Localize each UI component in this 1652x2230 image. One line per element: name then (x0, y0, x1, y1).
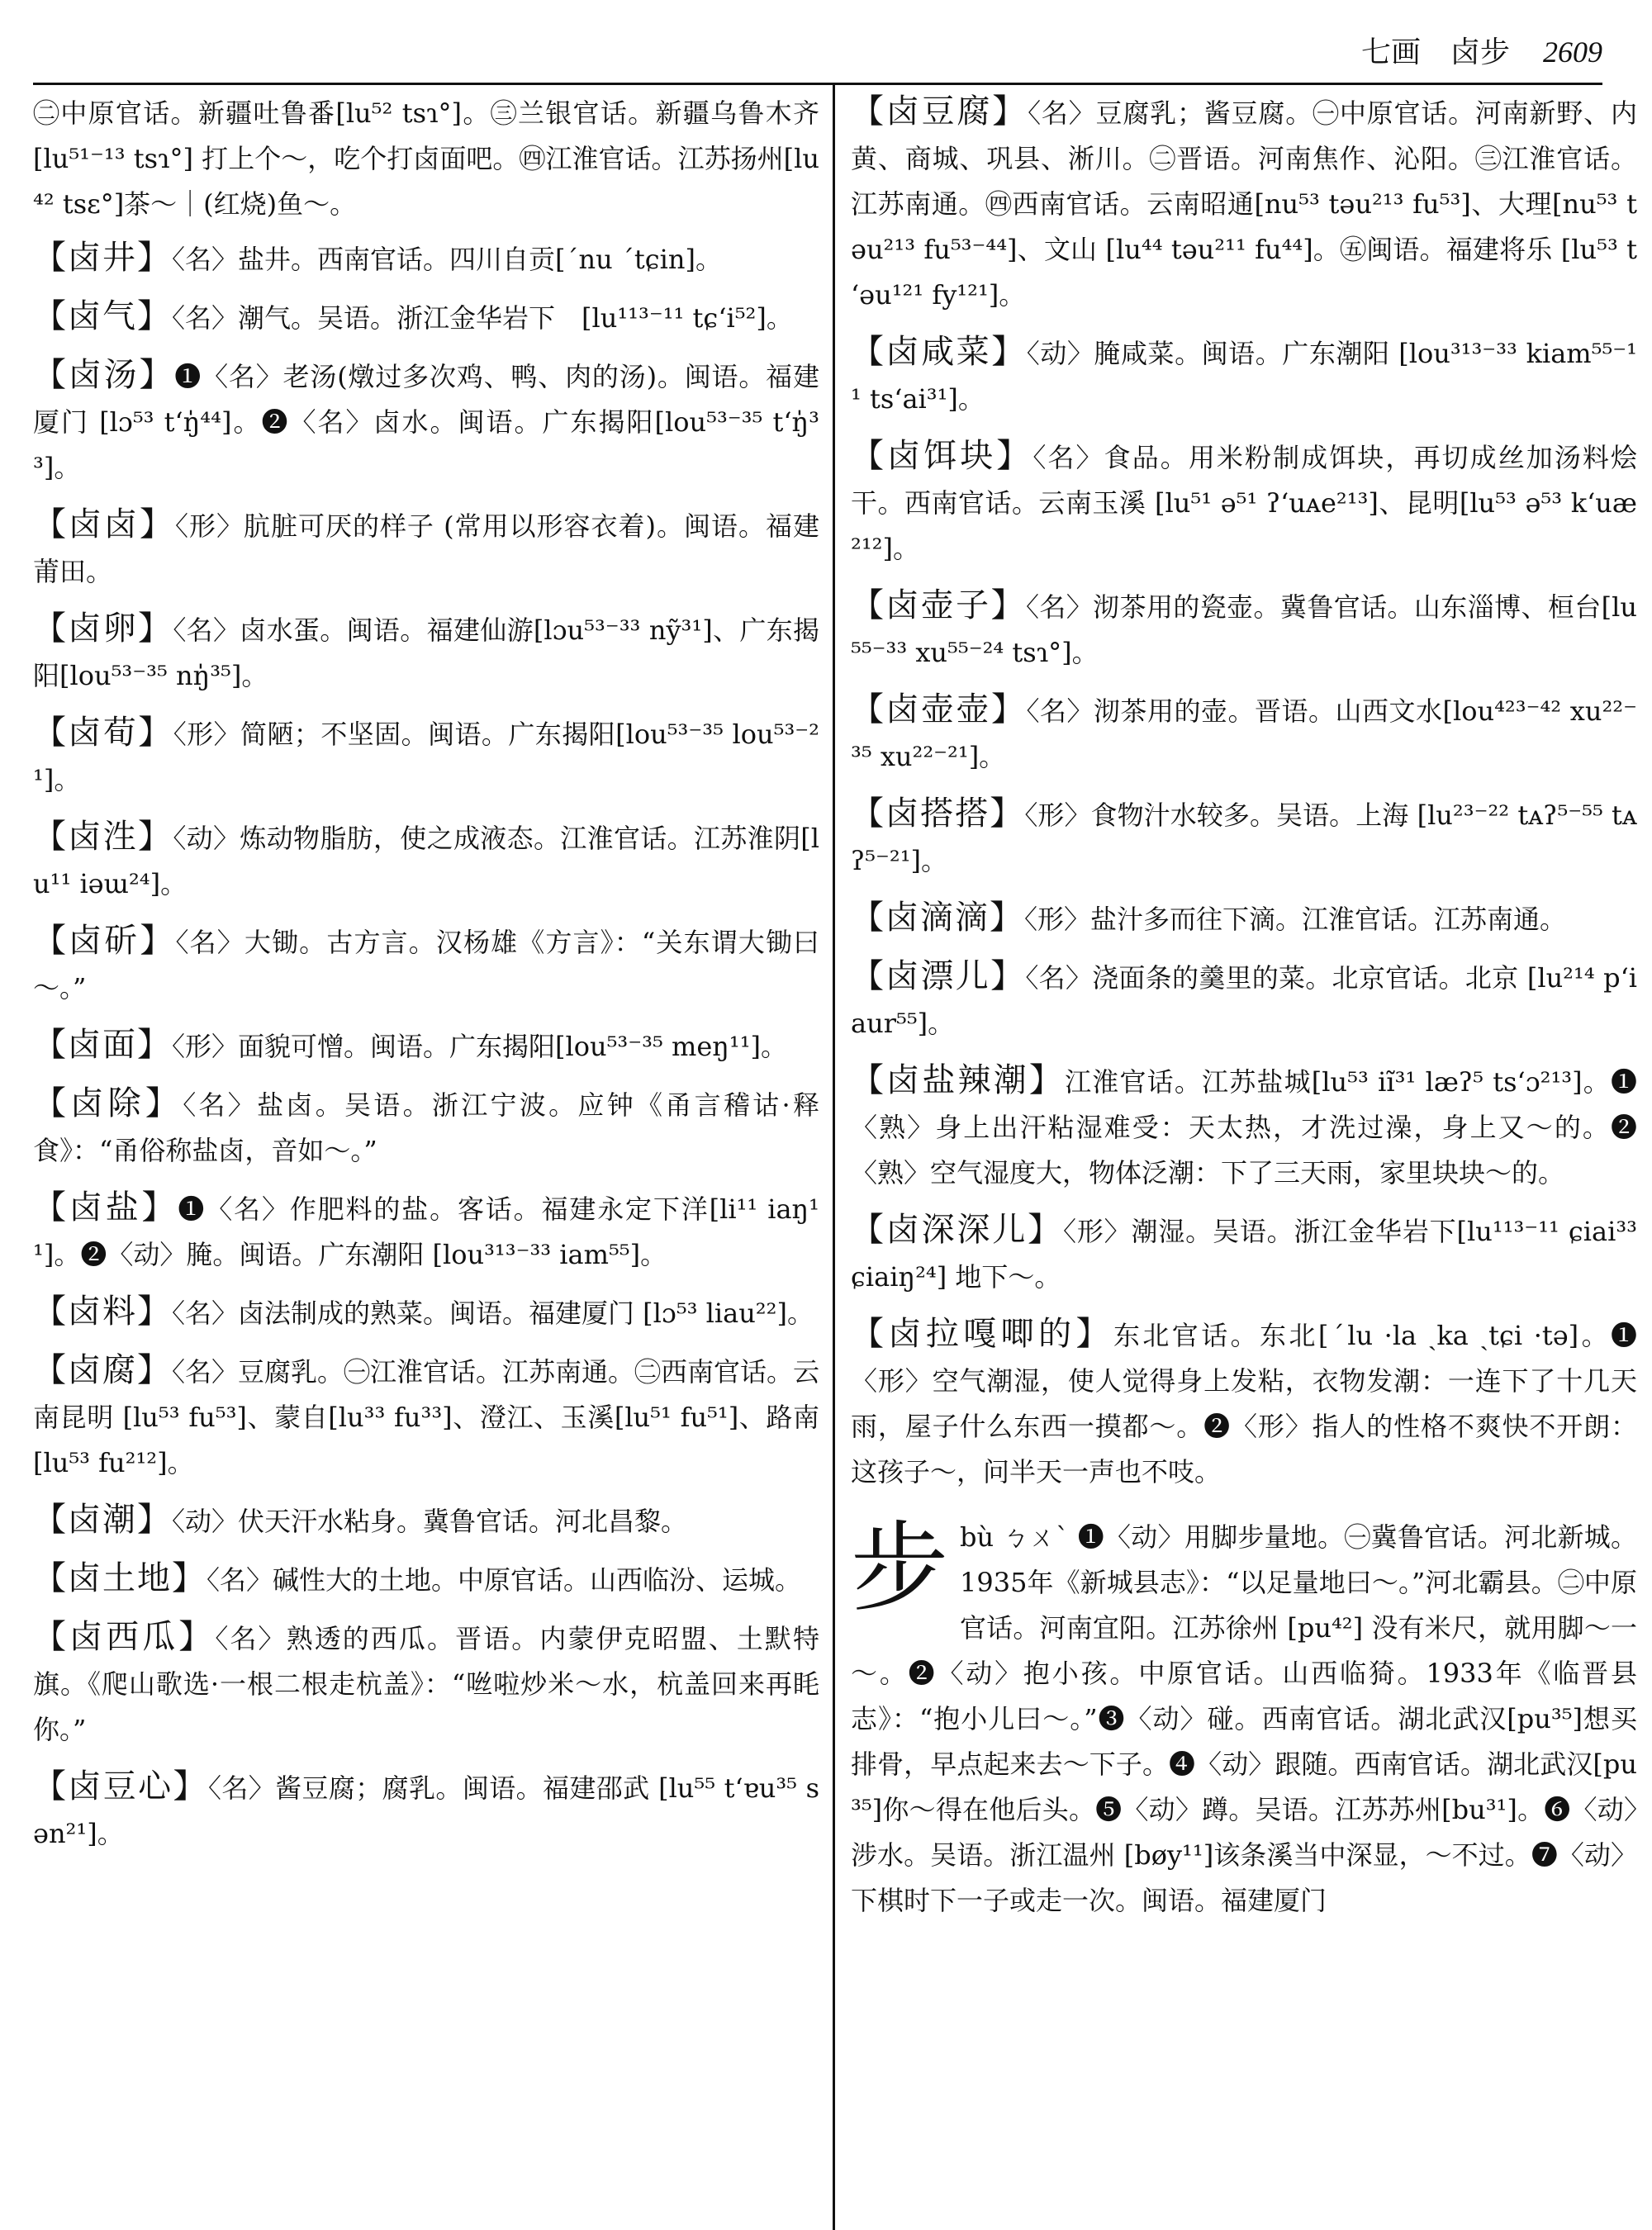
dictionary-entry (33, 814, 819, 907)
entry-headword: 【卤荀】 (33, 714, 173, 752)
entry-headword: 【卤豆心】 (33, 1767, 208, 1805)
dictionary-entry (851, 330, 1637, 422)
entry-text: 〈名〉潮气。吴语。浙江金华岩下 [lu¹¹³⁻¹¹ tɕʻi⁵²]。 (172, 302, 793, 334)
entry-text: 〈形〉肮脏可厌的样子 (常用以形容衣着)。闽语。福建莆田。 (33, 510, 819, 587)
entry-headword: 【卤泩】 (33, 818, 173, 856)
entry-character: 步 (851, 1511, 949, 1625)
dictionary-entry (851, 583, 1637, 676)
entry-text: 〈动〉伏天汗水粘身。冀鲁官话。河北昌黎。 (172, 1506, 688, 1537)
dictionary-entry (33, 1348, 819, 1486)
dictionary-entry (33, 1556, 819, 1603)
entry-headword: 【卤搭搭】 (851, 795, 1025, 833)
entry-text: ❶〈名〉作肥料的盐。客话。福建永定下洋[li¹¹ iaŋ¹¹]。❷〈动〉腌。闽语。广东潮阳 [lou³¹³⁻³³ iam⁵⁵]。 (33, 1193, 819, 1270)
dictionary-entry (851, 89, 1637, 318)
entry-text: 〈名〉酱豆腐；腐乳。闽语。福建邵武 [lu⁵⁵ tʻɐu³⁵ sən²¹]。 (33, 1772, 819, 1849)
entry-text: 〈名〉大锄。古方言。汉杨雄《方言》：“关东谓大锄曰～。” (33, 927, 819, 1004)
entry-text: 〈名〉盐井。西南官话。四川自贡[ˊnu ˊtɕin]。 (172, 244, 722, 275)
dictionary-entry (33, 1764, 819, 1857)
dictionary-entry (851, 954, 1637, 1046)
entry-headword: 【卤气】 (33, 297, 172, 335)
entry-text: 〈名〉豆腐乳；酱豆腐。㊀中原官话。河南新野、内黄、商城、巩县、淅川。㊁晋语。河南焦作、沁阳。㊂江淮官话。江苏南通。㊃西南官话。云南昭通[nu⁵³ təu²¹³ fu⁵³]、大理[nu⁵³ təu²¹³ fu⁵³⁻⁴⁴]、文山 [lu⁴⁴ təu²¹¹ fu⁴⁴]。㊄闽语。福建将乐 [lu⁵³ tʻəu¹²¹ fy¹²¹]。 (851, 97, 1637, 311)
entry-headword: 【卤漂儿】 (851, 957, 1026, 995)
dictionary-entry (851, 1058, 1637, 1196)
entry-text: 〈名〉豆腐乳。㊀江淮官话。江苏南通。㊁西南官话。云南昆明 [lu⁵³ fu⁵³]、蒙自[lu³³ fu³³]、澄江、玉溪[lu⁵¹ fu⁵¹]、路南[lu⁵³ fu²¹²]。 (33, 1356, 819, 1478)
dictionary-entry (851, 434, 1637, 572)
entry-text: 〈动〉炼动物脂肪，使之成液态。江淮官话。江苏淮阴[lu¹¹ iəɯ²⁴]。 (33, 823, 819, 899)
entry-text: 〈名〉食品。用米粉制成饵块，再切成丝加汤料烩干。西南官话。云南玉溪 [lu⁵¹ ə⁵¹ ʔʻuᴀe²¹³]、昆明[lu⁵³ ə⁵³ kʻuæ²¹²]。 (851, 442, 1637, 564)
entry-headword: 【卤拉嘎唧的】 (851, 1315, 1113, 1353)
entry-headword: 【卤井】 (33, 239, 172, 277)
dictionary-entry (33, 1081, 819, 1174)
dictionary-entry (33, 235, 819, 282)
entry-headword: 【卤豆腐】 (851, 93, 1028, 130)
page-number: 2609 (1543, 36, 1602, 69)
entry-text: 〈形〉面貌可憎。闽语。广东揭阳[lou⁵³⁻³⁵ meŋ¹¹]。 (172, 1031, 788, 1062)
entry-text: 〈动〉腌咸菜。闽语。广东潮阳 [lou³¹³⁻³³ kiam⁵⁵⁻¹¹ tsʻai³¹]。 (851, 338, 1637, 415)
entry-text: 江淮官话。江苏盐城[lu⁵³ iĩ³¹ læʔ⁵ tsʻɔ²¹³]。❶〈熟〉身上出汗粘湿难受：天太热，才洗过澡，身上又～的。❷〈熟〉空气湿度大，物体泛潮：下了三天雨，家里块块～的。 (851, 1066, 1637, 1189)
entry-pinyin: bù (960, 1521, 995, 1553)
entry-headword: 【卤面】 (33, 1026, 172, 1064)
entry-headword: 【卤汤】 (33, 356, 175, 394)
entry-headword: 【卤除】 (33, 1084, 183, 1122)
dictionary-entry (33, 606, 819, 699)
dictionary-entry (851, 895, 1637, 942)
entry-headword: 【卤腐】 (33, 1351, 172, 1389)
section-title: 七画 卤步 (1360, 36, 1510, 69)
dictionary-entry (33, 1185, 819, 1278)
entry-text: 〈形〉潮湿。吴语。浙江金华岩下[lu¹¹³⁻¹¹ ɕiai³³ ɕiaiŋ²⁴] 地下～。 (851, 1216, 1637, 1293)
entry-headword: 【卤土地】 (33, 1559, 206, 1597)
entry-text: 〈形〉盐汁多而往下滴。江淮官话。江苏南通。 (1024, 904, 1567, 935)
dictionary-entry (33, 918, 819, 1011)
header-right (1361, 29, 1602, 71)
entry-headword: 【卤潮】 (33, 1501, 172, 1539)
entry-text: ❶〈名〉老汤(燉过多次鸡、鸭、肉的汤)。闽语。福建厦门 [lɔ⁵³ tʻŋ̍⁴⁴]。❷〈名〉卤水。闽语。广东揭阳[lou⁵³⁻³⁵ tʻŋ̍³³]。 (33, 361, 819, 483)
entry-text: ❶〈动〉用脚步量地。㊀冀鲁官话。河北新城。1935年《新城县志》：“以足量地曰～。”河北霸县。㊁中原官话。河南宜阳。江苏徐州 [pu⁴²] 没有米尺，就用脚～一～。❷〈动〉抱小孩。中原官话。山西临猗。1933年《临晋县志》：“抱小儿曰～。”❸〈动〉碰。西南官话。湖北武汉[pu³⁵]想买排骨，早点起来去～下子。❹〈动〉跟随。西南官话。湖北武汉[pu³⁵]你～得在他后头。❺〈动〉蹲。吴语。江苏苏州[bu³¹]。❻〈动〉涉水。吴语。浙江温州 [bøy¹¹]该条溪当中深显，～不过。❼〈动〉下棋时下一子或走一次。闽语。福建厦门 (851, 1521, 1637, 1916)
entry-text: 〈名〉碱性大的土地。中原官话。山西临汾、运城。 (206, 1564, 802, 1596)
dictionary-entry (33, 89, 819, 227)
entry-text: 〈名〉沏茶用的壶。晋语。山西文水[lou⁴²³⁻⁴² xu²²⁻³⁵ xu²²⁻²¹]。 (851, 695, 1637, 772)
entry-headword: 【卤深深儿】 (851, 1211, 1063, 1249)
entry-text: 东北官话。东北[ˊlu ·la ˏka ˏtɕi ·tə]。❶〈形〉空气潮湿，使人觉得身上发粘，衣物发潮：一连下了十几天雨，屋子什么东西一摸都～。❷〈形〉指人的性格不爽快不开朗：这孩子～，问半天一声也不吱。 (851, 1320, 1637, 1487)
dictionary-entry (33, 294, 819, 341)
entry-headword: 【卤饵块】 (851, 437, 1033, 475)
right-column (851, 89, 1637, 2222)
entry-zhuyin: ㄅㄨˋ (1002, 1521, 1070, 1553)
dictionary-entry (851, 1312, 1637, 1495)
page-header (33, 25, 1602, 85)
entry-text: 〈形〉食物汁水较多。吴语。上海 [lu²³⁻²² tᴀʔ⁵⁻⁵⁵ tᴀʔ⁵⁻²¹]。 (851, 799, 1637, 876)
entry-headword: 【卤滴滴】 (851, 899, 1024, 937)
dictionary-entry (851, 687, 1637, 780)
dictionary-entry (33, 1497, 819, 1544)
entry-headword: 【卤卵】 (33, 610, 173, 648)
dictionary-entry (33, 353, 819, 491)
entry-headword: 【卤壶壶】 (851, 690, 1027, 728)
entry-text: 〈名〉沏茶用的瓷壶。冀鲁官话。山东淄博、桓台[lu⁵⁵⁻³³ xu⁵⁵⁻²⁴ tsɿ°]。 (851, 591, 1637, 668)
entry-text: 〈形〉简陋；不坚固。闽语。广东揭阳[lou⁵³⁻³⁵ lou⁵³⁻²¹]。 (33, 719, 819, 795)
entry-headword: 【卤料】 (33, 1293, 172, 1331)
dictionary-entry (33, 1022, 819, 1070)
dictionary-entry (33, 710, 819, 803)
entry-headword: 【卤壶子】 (851, 586, 1026, 624)
left-column (33, 89, 819, 2222)
entry-headword: 【卤卤】 (33, 505, 175, 543)
entry-text: ㊁中原官话。新疆吐鲁番[lu⁵² tsɿ°]。㊂兰银官话。新疆乌鲁木齐 [lu⁵¹⁻¹³ tsɿ°] 打上个～，吃个打卤面吧。㊃江淮官话。江苏扬州[lu⁴² tsɛ°]茶～｜(红烧)鱼～。 (33, 97, 819, 220)
character-entry-bu (851, 1511, 1637, 1924)
entry-text: 〈名〉浇面条的羹里的菜。北京官话。北京 [lu²¹⁴ pʻiaur⁵⁵]。 (851, 962, 1637, 1039)
dictionary-entry (33, 502, 819, 595)
entry-headword: 【卤咸菜】 (851, 333, 1027, 371)
entry-text: 〈名〉卤法制成的熟菜。闽语。福建厦门 [lɔ⁵³ liau²²]。 (172, 1298, 814, 1329)
entry-text: 〈名〉盐卤。吴语。浙江宁波。应钟《甬言稽诂·释食》：“甬俗称盐卤，音如～。” (33, 1089, 819, 1166)
column-divider (833, 83, 835, 2230)
entry-headword: 【卤盐辣潮】 (851, 1061, 1066, 1099)
entry-headword: 【卤斫】 (33, 922, 176, 960)
entry-text: 〈名〉卤水蛋。闽语。福建仙游[lɔu⁵³⁻³³ nỹ³¹]、广东揭阳[lou⁵³⁻³⁵ nŋ̍³⁵]。 (33, 614, 819, 691)
entry-headword: 【卤盐】 (33, 1189, 178, 1226)
dictionary-entry (33, 1615, 819, 1753)
dictionary-entry (851, 1208, 1637, 1300)
entry-text: 〈名〉熟透的西瓜。晋语。内蒙伊克昭盟、土默特旗。《爬山歌选·一根二根走杭盖》：“咝啦炒米～水，杭盖回来再眊你。” (33, 1623, 819, 1745)
entry-headword: 【卤西瓜】 (33, 1618, 216, 1656)
dictionary-entry (851, 791, 1637, 884)
dictionary-entry (33, 1289, 819, 1336)
